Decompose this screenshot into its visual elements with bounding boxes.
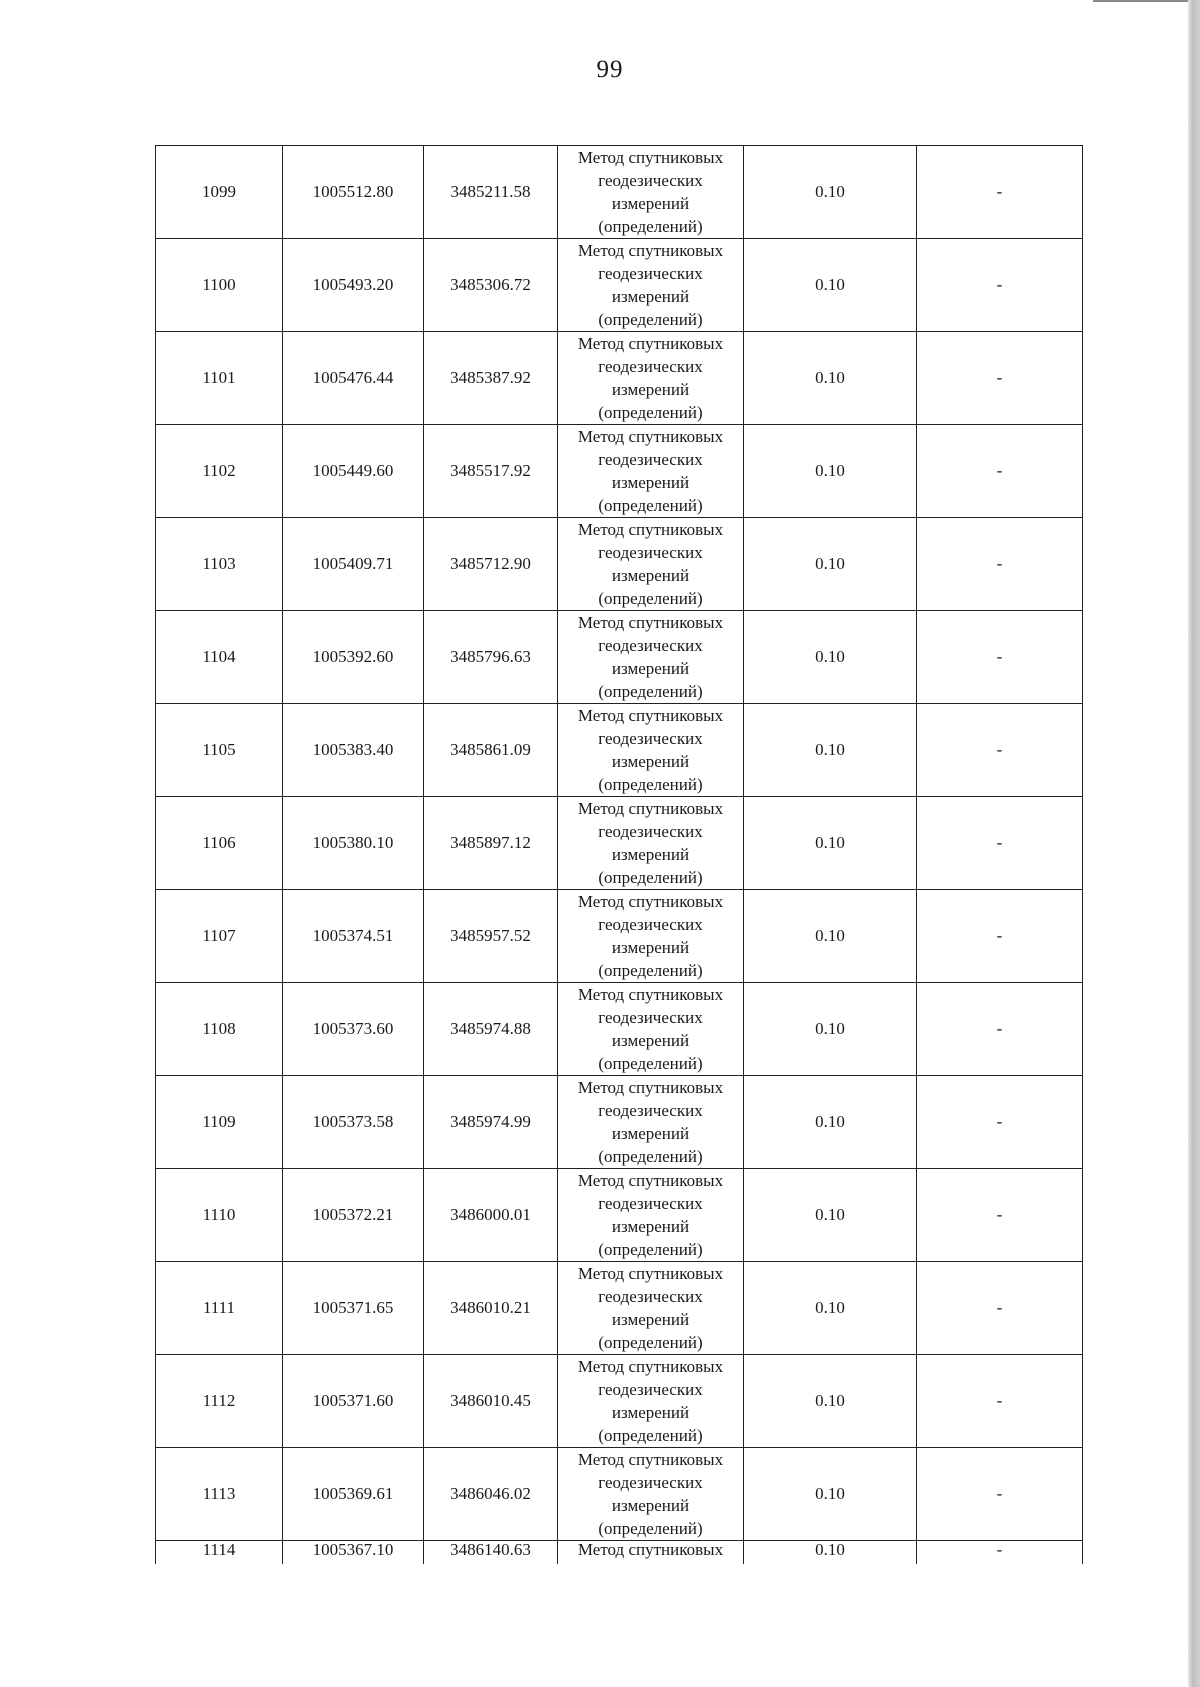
y-coordinate-cell: 3486140.63 <box>424 1541 558 1564</box>
y-coordinate-cell: 3486000.01 <box>424 1169 558 1262</box>
accuracy-cell: 0.10 <box>744 1355 917 1448</box>
scan-edge-shadow <box>1188 0 1200 1687</box>
note-cell: - <box>917 425 1083 518</box>
x-coordinate-cell: 1005392.60 <box>283 611 424 704</box>
table-row <box>156 332 1083 425</box>
x-coordinate-cell: 1005374.51 <box>283 890 424 983</box>
x-coordinate-cell: 1005476.44 <box>283 332 424 425</box>
y-coordinate-cell: 3485387.92 <box>424 332 558 425</box>
point-number-cell: 1104 <box>156 611 283 704</box>
method-cell: Метод спутниковых геодезических измерений (определений) <box>558 1262 744 1355</box>
table-row <box>156 890 1083 983</box>
y-coordinate-cell: 3485211.58 <box>424 146 558 239</box>
table-row <box>156 1448 1083 1541</box>
y-coordinate-cell: 3485306.72 <box>424 239 558 332</box>
point-number-cell: 1106 <box>156 797 283 890</box>
y-coordinate-cell: 3486046.02 <box>424 1448 558 1541</box>
x-coordinate-cell: 1005373.58 <box>283 1076 424 1169</box>
page-number: 99 <box>596 56 624 83</box>
method-cell: Метод спутниковых геодезических измерений (определений) <box>558 704 744 797</box>
x-coordinate-cell: 1005367.10 <box>283 1541 424 1564</box>
accuracy-cell: 0.10 <box>744 146 917 239</box>
point-number-cell: 1100 <box>156 239 283 332</box>
point-number-cell: 1101 <box>156 332 283 425</box>
note-cell: - <box>917 890 1083 983</box>
x-coordinate-cell: 1005512.80 <box>283 146 424 239</box>
y-coordinate-cell: 3486010.45 <box>424 1355 558 1448</box>
x-coordinate-cell: 1005449.60 <box>283 425 424 518</box>
y-coordinate-cell: 3485796.63 <box>424 611 558 704</box>
table-row <box>156 1355 1083 1448</box>
accuracy-cell: 0.10 <box>744 1169 917 1262</box>
point-number-cell: 1107 <box>156 890 283 983</box>
x-coordinate-cell: 1005373.60 <box>283 983 424 1076</box>
x-coordinate-cell: 1005371.65 <box>283 1262 424 1355</box>
y-coordinate-cell: 3485957.52 <box>424 890 558 983</box>
accuracy-cell: 0.10 <box>744 890 917 983</box>
method-cell: Метод спутниковых геодезических измерений (определений) <box>558 1355 744 1448</box>
method-cell: Метод спутниковых геодезических измерений (определений) <box>558 611 744 704</box>
point-number-cell: 1099 <box>156 146 283 239</box>
method-cell: Метод спутниковых геодезических измерений (определений) <box>558 425 744 518</box>
y-coordinate-cell: 3485974.99 <box>424 1076 558 1169</box>
accuracy-cell: 0.10 <box>744 1076 917 1169</box>
note-cell: - <box>917 1448 1083 1541</box>
accuracy-cell: 0.10 <box>744 1541 917 1564</box>
accuracy-cell: 0.10 <box>744 983 917 1076</box>
note-cell: - <box>917 518 1083 611</box>
coordinates-table-body <box>156 146 1083 1564</box>
table-row <box>156 239 1083 332</box>
method-cell: Метод спутниковых геодезических измерений (определений) <box>558 797 744 890</box>
point-number-cell: 1109 <box>156 1076 283 1169</box>
point-number-cell: 1105 <box>156 704 283 797</box>
scan-top-line <box>1093 0 1188 2</box>
table-row <box>156 983 1083 1076</box>
y-coordinate-cell: 3485712.90 <box>424 518 558 611</box>
table-row <box>156 1076 1083 1169</box>
point-number-cell: 1112 <box>156 1355 283 1448</box>
table-row <box>156 146 1083 239</box>
accuracy-cell: 0.10 <box>744 704 917 797</box>
method-cell: Метод спутниковых геодезических измерений (определений) <box>558 146 744 239</box>
y-coordinate-cell: 3485517.92 <box>424 425 558 518</box>
note-cell: - <box>917 983 1083 1076</box>
accuracy-cell: 0.10 <box>744 1262 917 1355</box>
note-cell: - <box>917 611 1083 704</box>
y-coordinate-cell: 3485861.09 <box>424 704 558 797</box>
note-cell: - <box>917 1541 1083 1564</box>
point-number-cell: 1108 <box>156 983 283 1076</box>
x-coordinate-cell: 1005383.40 <box>283 704 424 797</box>
accuracy-cell: 0.10 <box>744 332 917 425</box>
point-number-cell: 1111 <box>156 1262 283 1355</box>
accuracy-cell: 0.10 <box>744 425 917 518</box>
accuracy-cell: 0.10 <box>744 1448 917 1541</box>
method-cell: Метод спутниковых геодезических измерений (определений) <box>558 332 744 425</box>
x-coordinate-cell: 1005369.61 <box>283 1448 424 1541</box>
y-coordinate-cell: 3485974.88 <box>424 983 558 1076</box>
table-row <box>156 1169 1083 1262</box>
point-number-cell: 1113 <box>156 1448 283 1541</box>
note-cell: - <box>917 704 1083 797</box>
note-cell: - <box>917 332 1083 425</box>
x-coordinate-cell: 1005380.10 <box>283 797 424 890</box>
table-row <box>156 425 1083 518</box>
point-number-cell: 1114 <box>156 1541 283 1564</box>
method-cell: Метод спутниковых геодезических измерений (определений) <box>558 890 744 983</box>
note-cell: - <box>917 146 1083 239</box>
table-row <box>156 797 1083 890</box>
accuracy-cell: 0.10 <box>744 518 917 611</box>
table-row <box>156 704 1083 797</box>
table-row <box>156 611 1083 704</box>
x-coordinate-cell: 1005371.60 <box>283 1355 424 1448</box>
method-cell: Метод спутниковых геодезических измерений (определений) <box>558 1076 744 1169</box>
note-cell: - <box>917 1169 1083 1262</box>
x-coordinate-cell: 1005493.20 <box>283 239 424 332</box>
method-cell: Метод спутниковых <box>558 1541 744 1564</box>
note-cell: - <box>917 239 1083 332</box>
method-cell: Метод спутниковых геодезических измерений (определений) <box>558 983 744 1076</box>
method-cell: Метод спутниковых геодезических измерений (определений) <box>558 518 744 611</box>
x-coordinate-cell: 1005409.71 <box>283 518 424 611</box>
table-row <box>156 1262 1083 1355</box>
coordinates-table <box>155 145 1083 1564</box>
point-number-cell: 1102 <box>156 425 283 518</box>
point-number-cell: 1103 <box>156 518 283 611</box>
method-cell: Метод спутниковых геодезических измерений (определений) <box>558 1169 744 1262</box>
accuracy-cell: 0.10 <box>744 611 917 704</box>
note-cell: - <box>917 1355 1083 1448</box>
accuracy-cell: 0.10 <box>744 797 917 890</box>
table-row <box>156 1541 1083 1564</box>
x-coordinate-cell: 1005372.21 <box>283 1169 424 1262</box>
note-cell: - <box>917 1076 1083 1169</box>
point-number-cell: 1110 <box>156 1169 283 1262</box>
y-coordinate-cell: 3486010.21 <box>424 1262 558 1355</box>
method-cell: Метод спутниковых геодезических измерений (определений) <box>558 1448 744 1541</box>
y-coordinate-cell: 3485897.12 <box>424 797 558 890</box>
note-cell: - <box>917 1262 1083 1355</box>
note-cell: - <box>917 797 1083 890</box>
accuracy-cell: 0.10 <box>744 239 917 332</box>
table-row <box>156 518 1083 611</box>
method-cell: Метод спутниковых геодезических измерений (определений) <box>558 239 744 332</box>
